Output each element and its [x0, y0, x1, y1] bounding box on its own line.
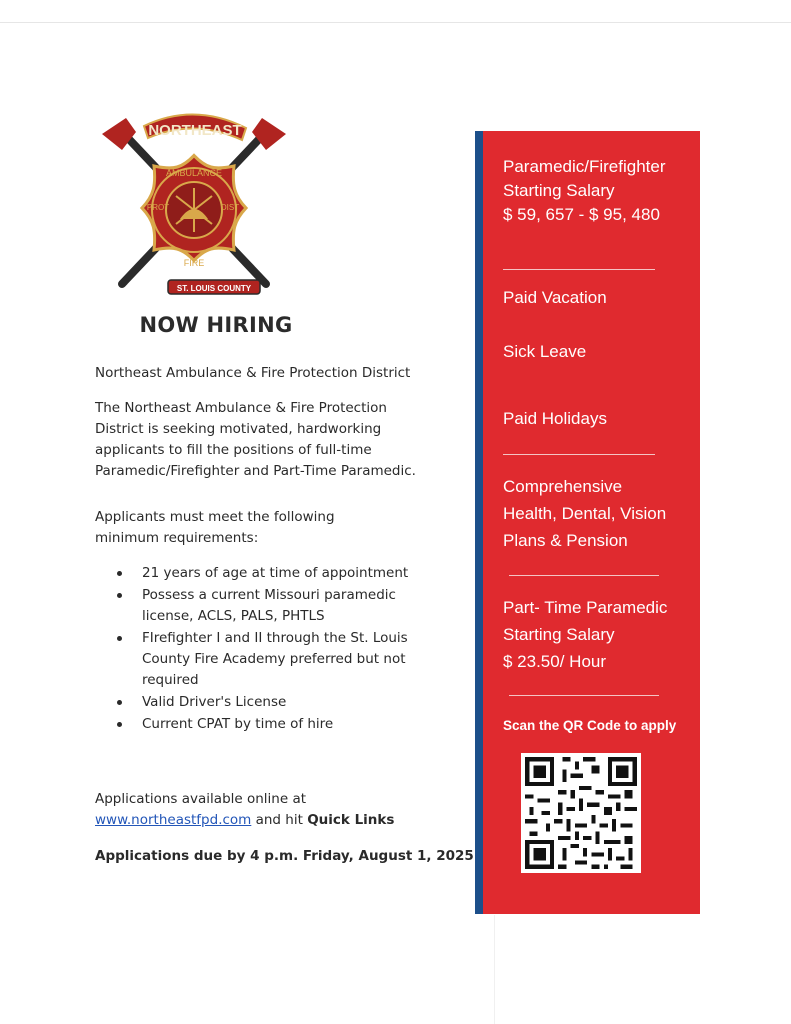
pt-salary-label: Starting Salary — [503, 625, 615, 644]
list-item — [95, 692, 425, 713]
applications-middle: and hit — [251, 812, 308, 828]
website-link[interactable]: www.northeastfpd.com — [95, 812, 252, 828]
intro-paragraph: The Northeast Ambulance & Fire Protection District is seeking motivated, hardworking applicants to fill the positions of full-time Paramedic/Firefighter and Part-Time Paramedic. — [95, 400, 416, 479]
scan-qr-text: Scan the QR Code to apply — [503, 718, 677, 733]
bullet-icon — [117, 700, 122, 705]
applications-prefix: Applications available online at — [95, 791, 307, 807]
benefit-holidays: Paid Holidays — [503, 409, 607, 428]
panel-divider — [503, 454, 655, 455]
bullet-icon — [117, 593, 122, 598]
logo-bottom-text: FIRE — [183, 258, 205, 268]
requirement-text: Valid Driver's License — [142, 694, 287, 710]
panel-divider — [509, 695, 659, 696]
benefits-panel — [475, 131, 700, 914]
organization-name: Northeast Ambulance & Fire Protection District — [95, 365, 411, 381]
ff-salary: $ 59, 657 - $ 95, 480 — [503, 205, 660, 224]
requirements-intro: Applicants must meet the following minimum requirements: — [95, 509, 335, 546]
pt-title: Part- Time Paramedic — [503, 598, 668, 617]
list-item — [95, 563, 425, 584]
pt-salary: $ 23.50/ Hour — [503, 652, 607, 671]
requirements-list — [95, 563, 425, 736]
fold-line — [494, 915, 495, 1024]
logo-right-text: DIST — [220, 203, 240, 212]
requirement-text: Possess a current Missouri paramedic license, ACLS, PALS, PHTLS — [142, 587, 396, 624]
benefit-sick-leave: Sick Leave — [503, 342, 587, 361]
health-line-1: Comprehensive — [503, 477, 623, 496]
logo-ring-text: AMBULANCE — [165, 168, 223, 178]
bullet-icon — [117, 722, 122, 727]
logo-banner-text: ST. LOUIS COUNTY — [176, 284, 252, 293]
applications-info — [95, 789, 415, 831]
requirement-text: Current CPAT by time of hire — [142, 716, 334, 732]
benefit-vacation: Paid Vacation — [503, 288, 607, 307]
list-item — [95, 585, 425, 627]
requirement-text: 21 years of age at time of appointment — [142, 565, 409, 581]
list-item — [95, 628, 425, 691]
due-date: Applications due by 4 p.m. Friday, August 1, 2025 — [95, 848, 474, 864]
page-title: NOW HIRING — [139, 313, 293, 337]
health-line-3: Plans & Pension — [503, 531, 628, 550]
fire-department-logo — [96, 106, 292, 302]
logo-left-text: PROT — [146, 203, 170, 212]
top-divider — [0, 22, 791, 23]
quick-links-text: Quick Links — [307, 812, 395, 828]
ff-title: Paramedic/Firefighter — [503, 157, 666, 176]
qr-code-icon[interactable] — [521, 753, 641, 873]
ff-salary-label: Starting Salary — [503, 181, 615, 200]
panel-divider — [509, 575, 659, 576]
bullet-icon — [117, 571, 122, 576]
panel-divider — [503, 269, 655, 270]
health-line-2: Health, Dental, Vision — [503, 504, 667, 523]
list-item — [95, 714, 425, 735]
logo-top-text: NORTHEAST — [148, 122, 242, 139]
bullet-icon — [117, 636, 122, 641]
requirement-text: FIrefighter I and II through the St. Louis County Fire Academy preferred but not required — [142, 630, 408, 688]
